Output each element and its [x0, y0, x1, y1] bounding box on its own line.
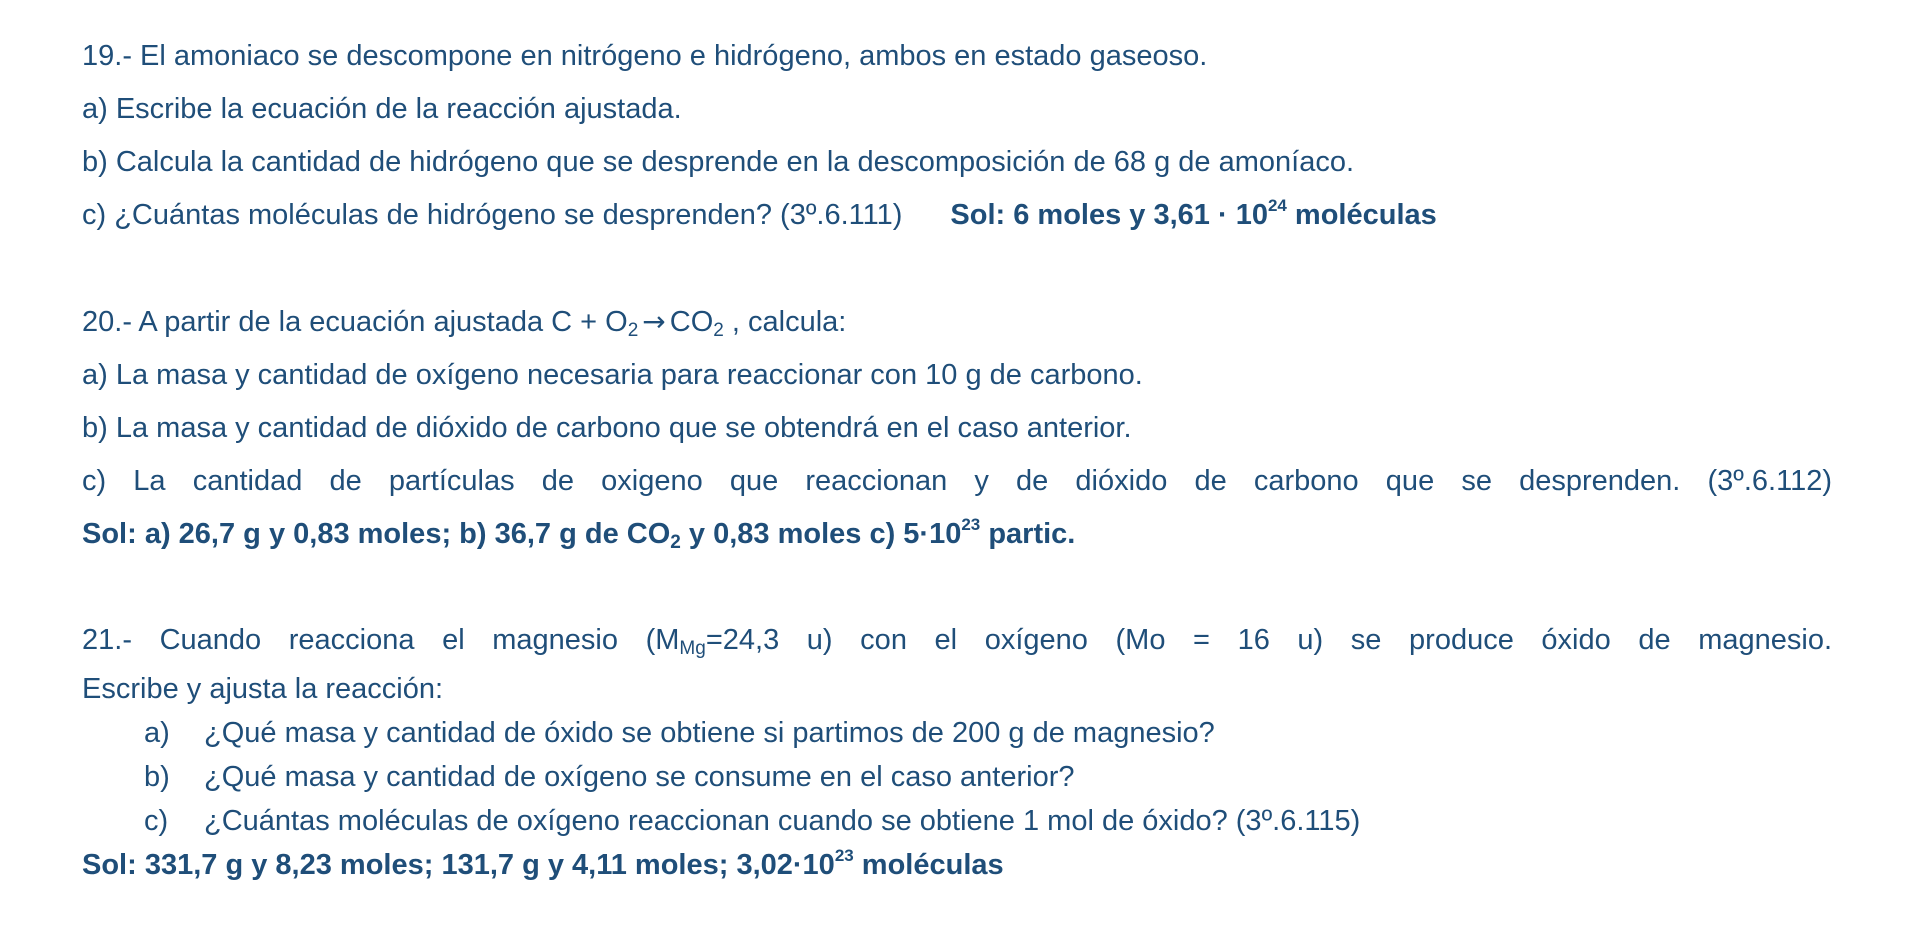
list-item-text: ¿Cuántas moléculas de oxígeno reaccionan cuando se obtiene 1 mol de óxido? (3º.6.115)	[204, 805, 1361, 837]
list-item-text: ¿Qué masa y cantidad de óxido se obtiene si partimos de 200 g de magnesio?	[204, 717, 1215, 749]
problem-19-title: 19.- El amoniaco se descompone en nitrógeno e hidrógeno, ambos en estado gaseoso.	[82, 40, 1208, 72]
o2-subscript: 2	[627, 320, 639, 341]
list-item	[144, 755, 1832, 799]
problem-20-part-b: b) La masa y cantidad de dióxido de carbono que se obtendrá en el caso anterior.	[82, 412, 1132, 444]
list-marker: c)	[144, 805, 169, 837]
problem-20-part-a: a) La masa y cantidad de oxígeno necesaria para reaccionar con 10 g de carbono.	[82, 359, 1143, 391]
co2-formula: CO	[669, 306, 714, 338]
list-item-text: ¿Qué masa y cantidad de oxígeno se consume en el caso anterior?	[204, 761, 1075, 793]
problem-21-solution-text: Sol: 331,7 g y 8,23 moles; 131,7 g y 4,11 moles; 3,02·10	[82, 849, 835, 881]
problem-21-title-line2: Escribe y ajusta la reacción:	[82, 673, 444, 705]
problem-21-title	[82, 614, 1832, 667]
problem-21-title-text: 21.- Cuando reacciona el magnesio (M	[82, 624, 680, 656]
problem-21-solution-unit: moléculas	[853, 849, 1004, 881]
problem-19-solution-exponent: 24	[1267, 196, 1287, 215]
list-item	[144, 711, 1832, 755]
problem-20-title-text: 20.- A partir de la ecuación ajustada C + O	[82, 306, 628, 338]
problem-20-part-c: c) La cantidad de partículas de oxigeno que reaccionan y de dióxido de carbono que se desprenden. (3º.6.112)	[82, 465, 1832, 497]
problem-20-title-end: , calcula:	[723, 306, 847, 338]
problem-19-solution-text: Sol: 6 moles y 3,61 · 10	[950, 199, 1268, 231]
problem-20-solution-exponent: 23	[961, 515, 981, 534]
problem-21-solution	[82, 843, 1832, 887]
document-page	[82, 30, 1832, 887]
problem-20-solution-mid: y 0,83 moles c) 5·10	[680, 518, 962, 550]
problem-21-title-end: =24,3 u) con el oxígeno (Mo = 16 u) se produce óxido de magnesio.	[705, 624, 1833, 656]
problem-19-part-b: b) Calcula la cantidad de hidrógeno que se desprende en la descomposición de 68 g de amoníaco.	[82, 146, 1355, 178]
problem-19-part-c-row	[82, 189, 1832, 242]
problem-20-title	[82, 295, 1832, 349]
problem-19-solution-unit: moléculas	[1286, 199, 1437, 231]
problem-20-solution-subscript: 2	[670, 532, 681, 553]
list-item	[144, 799, 1832, 843]
problem-21-list	[82, 711, 1832, 843]
problem-20-solution-unit: partic.	[980, 518, 1076, 550]
problem-20-solution-text: Sol: a) 26,7 g y 0,83 moles; b) 36,7 g de CO	[82, 518, 671, 550]
co2-subscript: 2	[713, 320, 724, 341]
spacer	[82, 242, 1832, 295]
problem-19-part-a: a) Escribe la ecuación de la reacción ajustada.	[82, 93, 682, 125]
list-marker: a)	[144, 717, 170, 749]
list-marker: b)	[144, 761, 170, 793]
problem-21-solution-exponent: 23	[834, 846, 854, 865]
spacer	[82, 561, 1832, 614]
problem-19-solution	[950, 196, 1437, 231]
problem-20-solution	[82, 508, 1832, 561]
reaction-arrow-icon: →	[642, 305, 666, 338]
mg-subscript: Mg	[679, 638, 706, 659]
problem-19-part-c: c) ¿Cuántas moléculas de hidrógeno se desprenden? (3º.6.111)	[82, 199, 903, 231]
